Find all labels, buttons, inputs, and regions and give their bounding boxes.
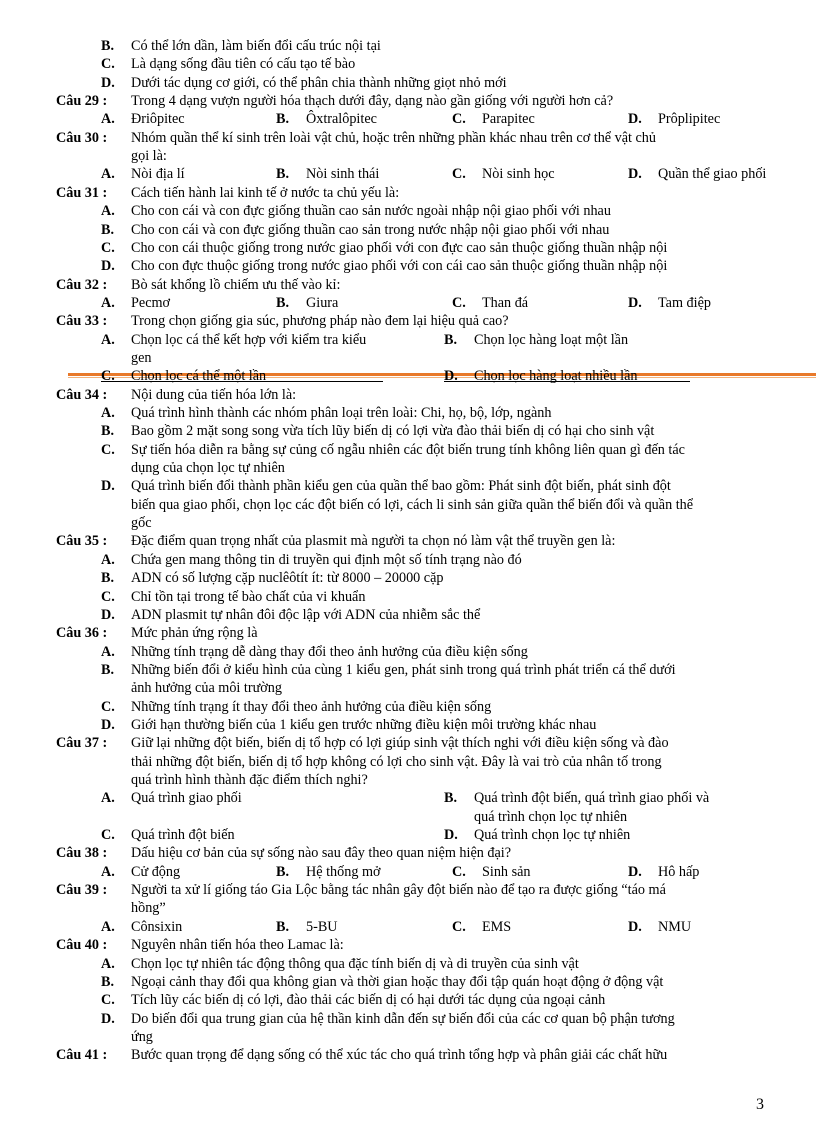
option-text: quá trình chọn lọc tự nhiên: [474, 808, 628, 825]
option-label: D.: [628, 166, 642, 183]
option-label: B.: [444, 790, 458, 807]
option-label: C.: [452, 166, 466, 183]
option-label: B.: [276, 918, 290, 935]
page-number: 3: [756, 1096, 764, 1113]
question-number: Câu 29 :: [56, 93, 108, 110]
option-label: A.: [101, 955, 115, 972]
question-text: Người ta xử lí giống táo Gia Lộc bằng tác nhân gây đột biến nào để tạo ra được giống “táo má: [131, 882, 666, 899]
option-label: D.: [628, 111, 642, 128]
option-label: D.: [101, 258, 115, 275]
option-text: Cử động: [131, 863, 181, 880]
option-text: Bao gồm 2 mặt song song vừa tích lũy biến dị có lợi vừa đào thải biến dị có hại cho sinh vật: [131, 423, 655, 440]
option-text: Quá trình giao phối: [131, 790, 242, 807]
option-label: D.: [101, 716, 115, 733]
option-text: Nòi sinh thái: [306, 166, 380, 183]
question-text: Giữ lại những đột biến, biến dị tổ hợp có lợi giúp sinh vật thích nghi với điều kiện sống và đào: [131, 735, 669, 752]
option-label: A.: [101, 331, 115, 348]
question-number: Câu 32 :: [56, 276, 108, 293]
option-text: Những biến đổi ở kiểu hình của cùng 1 kiểu gen, phát sinh trong quá trình phát triển cá thể dưới: [131, 661, 676, 678]
option-text: Chọn lọc hàng loạt một lần: [474, 331, 629, 348]
option-text: Chọn lọc cá thể kết hợp với kiểm tra kiểu: [131, 331, 367, 348]
option-label: D.: [628, 863, 642, 880]
question-number: Câu 30 :: [56, 129, 108, 146]
question-text: Trong 4 dạng vượn người hóa thạch dưới đây, dạng nào gần giống với người hơn cả?: [131, 93, 614, 110]
option-text: Dưới tác dụng cơ giới, có thể phân chia thành những giọt nhỏ mới: [131, 74, 507, 91]
option-label: C.: [452, 863, 466, 880]
question-text: Mức phản ứng rộng là: [131, 625, 258, 642]
option-text: Cho con đực thuộc giống trong nước giao phối với con cái cao sản thuộc giống thuần nhập nội: [131, 258, 668, 275]
option-text: Nòi sinh học: [482, 166, 555, 183]
option-label: A.: [101, 294, 115, 311]
question-number: Câu 41 :: [56, 1047, 108, 1064]
option-label: D.: [628, 294, 642, 311]
option-text: Quá trình đột biến: [131, 827, 235, 844]
option-label: C.: [452, 111, 466, 128]
option-text: Quá trình đột biến, quá trình giao phối và: [474, 790, 710, 807]
option-label: C.: [452, 918, 466, 935]
option-text: Than đá: [482, 294, 529, 311]
option-label: D.: [444, 827, 458, 844]
option-text: ADN có số lượng cặp nuclêôtít ít: từ 8000 – 20000 cặp: [131, 570, 444, 587]
question-text: Đặc điểm quan trọng nhất của plasmit mà người ta chọn nó làm vật thể truyền gen là:: [131, 533, 616, 550]
option-text: Sự tiến hóa diễn ra bằng sự củng cố ngẫu nhiên các đột biến trung tính không liên quan gì đến tác: [131, 441, 685, 458]
option-text: ảnh hưởng của môi trường: [131, 680, 282, 697]
option-text: Những tính trạng ít thay đổi theo ảnh hưởng của điều kiện sống: [131, 698, 492, 715]
option-text: Chọn lọc tự nhiên tác động thông qua đặc tính biến dị và di truyền của sinh vật: [131, 955, 579, 972]
option-text: Hô hấp: [658, 863, 700, 880]
option-text: EMS: [482, 918, 512, 935]
option-label: D.: [444, 368, 458, 385]
question-number: Câu 38 :: [56, 845, 108, 862]
question-text: Nội dung của tiến hóa lớn là:: [131, 386, 297, 403]
option-text: Cho con cái và con đực giống thuần cao sản nước ngoài nhập nội giao phối với nhau: [131, 203, 611, 220]
option-text: Parapitec: [482, 111, 535, 128]
option-label: B.: [101, 38, 115, 54]
option-label: D.: [101, 1010, 115, 1027]
option-label: C.: [101, 368, 115, 385]
option-label: C.: [101, 992, 115, 1009]
option-text: Là dạng sống đầu tiên có cấu tạo tế bào: [131, 56, 356, 73]
question-text: gọi là:: [131, 148, 167, 165]
question-text: Bước quan trọng để dạng sống có thể xúc tác cho quá trình tổng hợp và phân giải các chất hữu: [131, 1047, 668, 1064]
option-label: C.: [101, 441, 115, 458]
question-number: Câu 40 :: [56, 937, 108, 954]
option-label: B.: [276, 294, 290, 311]
question-number: Câu 39 :: [56, 882, 108, 899]
option-text: Quá trình biến đổi thành phần kiểu gen của quần thể bao gồm: Phát sinh đột biến, phát sinh đột: [131, 478, 671, 495]
option-label: C.: [101, 698, 115, 715]
question-text: Nguyên nhân tiến hóa theo Lamac là:: [131, 937, 344, 954]
option-text: Có thể lớn dần, làm biến đổi cấu trúc nội tại: [131, 38, 381, 54]
option-label: B.: [101, 570, 115, 587]
option-text: Nòi địa lí: [131, 166, 185, 183]
option-label: A.: [101, 405, 115, 421]
option-text: Giura: [306, 294, 339, 311]
option-text: ADN plasmit tự nhân đôi độc lập với ADN của nhiễm sắc thể: [131, 606, 481, 623]
option-label: C.: [101, 239, 115, 256]
option-label: D.: [101, 478, 115, 495]
question-number: Câu 31 :: [56, 184, 108, 201]
option-text: Hệ thống mở: [306, 863, 381, 880]
option-label: A.: [101, 551, 115, 568]
question-text: thải những đột biến, biến dị tổ hợp không có lợi cho sinh vật. Đây là vai trò của nhân tố trong: [131, 753, 662, 770]
option-text: Đriôpitec: [131, 111, 185, 128]
option-label: D.: [628, 918, 642, 935]
option-text: Prôplipitec: [658, 111, 721, 128]
option-text: 5-BU: [306, 918, 338, 935]
option-text: Quá trình hình thành các nhóm phân loại trên loài: Chi, họ, bộ, lớp, ngành: [131, 405, 552, 421]
option-label: A.: [101, 863, 115, 880]
option-label: B.: [276, 166, 290, 183]
option-label: A.: [101, 166, 115, 183]
option-text: gốc: [131, 515, 152, 532]
question-number: Câu 35 :: [56, 533, 108, 550]
option-label: A.: [101, 918, 115, 935]
option-text: Do biến đổi qua trung gian của hệ thần kinh dẫn đến sự biến đổi của các cơ quan bộ phận tương: [131, 1010, 675, 1027]
question-text: quá trình hình thành đặc điểm thích nghi?: [131, 772, 368, 788]
option-label: A.: [101, 790, 115, 807]
option-label: C.: [101, 56, 115, 73]
question-text: Dấu hiệu cơ bản của sự sống nào sau đây theo quan niệm hiện đại?: [131, 845, 512, 862]
question-number: Câu 33 :: [56, 313, 108, 330]
option-label: B.: [101, 423, 115, 440]
option-text: ứng: [131, 1028, 153, 1045]
option-text: Ôxtralôpitec: [306, 111, 377, 128]
question-text: Nhóm quần thể kí sinh trên loài vật chủ, hoặc trên những phần khác nhau trên cơ thể vật chủ: [131, 129, 656, 146]
option-text: NMU: [658, 918, 692, 935]
option-text: Tích lũy các biến dị có lợi, đào thải các biến dị có hại dưới tác dụng của ngoại cảnh: [131, 992, 606, 1009]
option-label: B.: [101, 221, 115, 238]
option-label: D.: [101, 606, 115, 623]
option-label: D.: [101, 74, 115, 91]
option-label: A.: [101, 203, 115, 220]
question-text: hồng”: [131, 900, 166, 917]
option-label: C.: [101, 827, 115, 844]
option-label: C.: [101, 588, 115, 605]
option-text: Cho con cái thuộc giống trong nước giao phối với con đực cao sản thuộc giống thuần nhập nội: [131, 239, 668, 256]
option-text: Sinh sản: [482, 863, 531, 880]
option-text: dụng của chọn lọc tự nhiên: [131, 460, 285, 477]
option-label: B.: [101, 973, 115, 990]
option-label: C.: [452, 294, 466, 311]
option-text: Tam điệp: [658, 294, 711, 311]
option-text: Chọn lọc cá thể một lần: [131, 368, 267, 385]
question-number: Câu 36 :: [56, 625, 108, 642]
option-label: A.: [101, 643, 115, 660]
option-text: Giới hạn thường biến của 1 kiểu gen trước những điều kiện môi trường khác nhau: [131, 716, 597, 733]
option-text: Cho con cái và con đực giống thuần cao sản trong nước nhập nội giao phối với nhau: [131, 221, 610, 238]
question-number: Câu 37 :: [56, 735, 108, 752]
option-text: Chọn lọc hàng loạt nhiều lần: [474, 368, 638, 385]
option-text: Quần thể giao phối: [658, 166, 767, 183]
option-text: Những tính trạng dễ dàng thay đổi theo ảnh hưởng của điều kiện sống: [131, 643, 528, 660]
option-label: B.: [276, 111, 290, 128]
option-text: biến qua giao phối, chọn lọc các đột biến có lợi, cách li sinh sản giữa quần thể biến đổi và quần thể: [131, 496, 694, 513]
question-text: Cách tiến hành lai kinh tế ở nước ta chủ yếu là:: [131, 184, 400, 201]
option-label: A.: [101, 111, 115, 128]
option-text: Chứa gen mang thông tin di truyền qui định một số tính trạng nào đó: [131, 551, 522, 568]
option-text: Pecmơ: [131, 294, 171, 311]
option-text: Cônsixin: [131, 918, 183, 935]
question-text: Bò sát khổng lồ chiếm ưu thế vào kỉ:: [131, 276, 341, 293]
option-text: Quá trình chọn lọc tự nhiên: [474, 827, 631, 844]
option-label: B.: [444, 331, 458, 348]
option-text: Ngoại cảnh thay đổi qua không gian và thời gian hoặc thay đổi tập quán hoạt động ở động vật: [131, 973, 664, 990]
option-text: gen: [131, 349, 152, 366]
question-text: Trong chọn giống gia súc, phương pháp nào đem lại hiệu quả cao?: [131, 313, 509, 330]
option-label: B.: [101, 661, 115, 678]
question-number: Câu 34 :: [56, 386, 108, 403]
option-label: B.: [276, 863, 290, 880]
option-text: Chỉ tồn tại trong tế bào chất của vi khuẩn: [131, 588, 366, 605]
